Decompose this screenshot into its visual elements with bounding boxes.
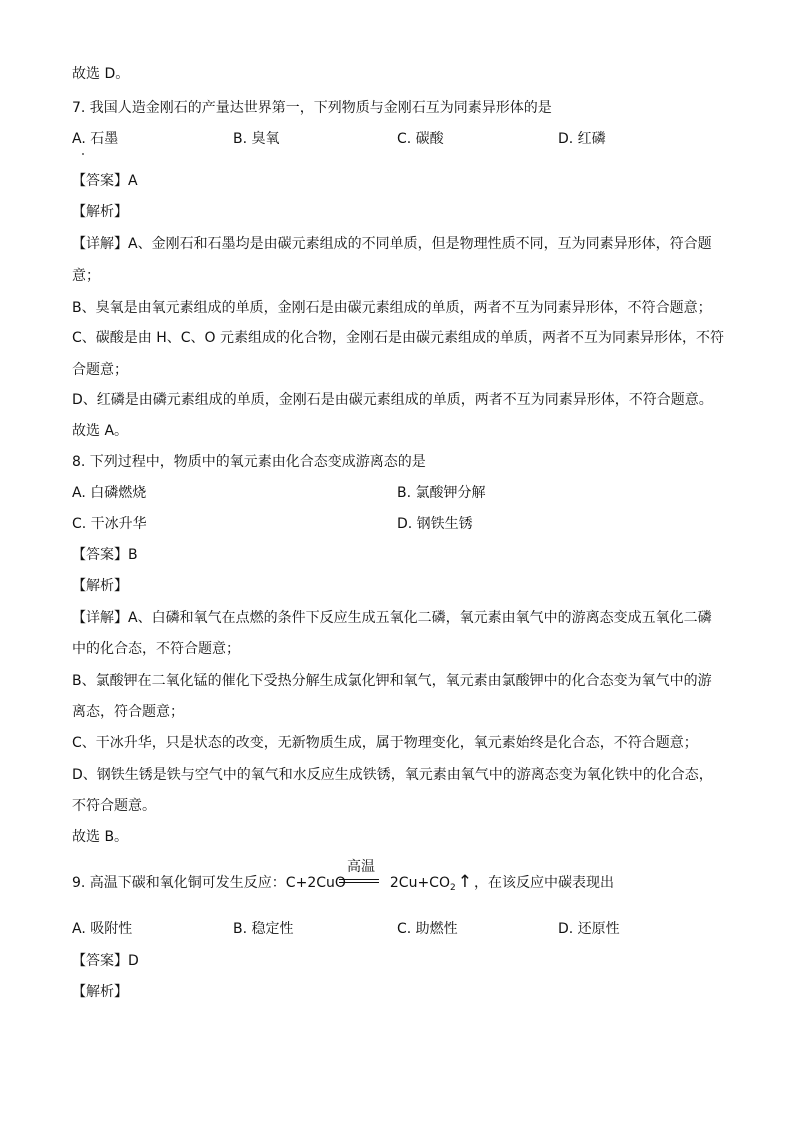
answer-label: 【答案】A bbox=[72, 173, 138, 189]
detail-text: 【详解】A、金刚石和石墨均是由碳元素组成的不同单质，但是物理性质不同，互为同素异形体，符合题 bbox=[72, 236, 712, 252]
q7-option-b: B. 臭氧 bbox=[233, 131, 280, 147]
q7-option-a: A. 石墨 bbox=[72, 131, 119, 147]
stray-dot bbox=[82, 153, 84, 155]
detail-text: B、氯酸钾在二氧化锰的催化下受热分解生成氯化钾和氧气，氧元素由氯酸钾中的化合态变为氧气中的游 bbox=[72, 673, 712, 689]
detail-text: B、臭氧是由氧元素组成的单质，金刚石是由碳元素组成的单质，两者不互为同素异形体，不符合题意； bbox=[72, 300, 712, 316]
detail-text: 中的化合态，不符合题意； bbox=[72, 641, 240, 657]
q9-suffix: ，在该反应中碳表现出 bbox=[473, 875, 614, 891]
equals-bar-top bbox=[339, 879, 379, 880]
detail-text: 离态，符合题意； bbox=[72, 704, 184, 720]
q9-prefix: 9. 高温下碳和氧化铜可发生反应：C+2CuO bbox=[72, 875, 346, 891]
q9-option-d: D. 还原性 bbox=[558, 921, 620, 937]
q7-option-c: C. 碳酸 bbox=[397, 131, 444, 147]
q7-option-d: D. 红磷 bbox=[558, 131, 606, 147]
analysis-label: 【解析】 bbox=[72, 984, 128, 1000]
analysis-label: 【解析】 bbox=[72, 204, 128, 220]
question-8: 8. 下列过程中，物质中的氧元素由化合态变成游离态的是 bbox=[72, 454, 426, 470]
detail-text: 意； bbox=[72, 268, 100, 284]
q9-subscript: 2 bbox=[449, 883, 456, 893]
answer-label: 【答案】D bbox=[72, 953, 139, 969]
gas-arrow: ↑ bbox=[457, 872, 472, 892]
detail-text: 不符合题意。 bbox=[72, 798, 156, 814]
question-9 bbox=[72, 872, 614, 898]
question-7: 7. 我国人造金刚石的产量达世界第一，下列物质与金刚石互为同素异形体的是 bbox=[72, 100, 552, 116]
text-line: 故选 A。 bbox=[72, 423, 129, 439]
detail-text: C、碳酸是由 H、C、O 元素组成的化合物，金刚石是由碳元素组成的单质，两者不互为同素异形体，不符 bbox=[72, 330, 724, 346]
text-line: 故选 B。 bbox=[72, 829, 129, 845]
detail-text: D、红磷是由磷元素组成的单质，金刚石是由碳元素组成的单质，两者不互为同素异形体，不符合题意。 bbox=[72, 392, 713, 408]
detail-text: C、干冰升华，只是状态的改变，无新物质生成，属于物理变化，氧元素始终是化合态，不符合题意； bbox=[72, 735, 698, 751]
text-line: 故选 D。 bbox=[72, 66, 130, 82]
detail-text: 合题意； bbox=[72, 362, 128, 378]
answer-label: 【答案】B bbox=[72, 547, 138, 563]
q8-option-b: B. 氯酸钾分解 bbox=[397, 485, 486, 501]
reaction-condition: 高温 bbox=[347, 859, 375, 875]
q9-option-c: C. 助燃性 bbox=[397, 921, 458, 937]
q8-option-c: C. 干冰升华 bbox=[72, 516, 147, 532]
detail-text: 【详解】A、白磷和氧气在点燃的条件下反应生成五氧化二磷，氧元素由氧气中的游离态变成五氧化二磷 bbox=[72, 610, 712, 626]
q8-option-d: D. 钢铁生锈 bbox=[397, 516, 473, 532]
q8-option-a: A. 白磷燃烧 bbox=[72, 485, 147, 501]
q9-option-b: B. 稳定性 bbox=[233, 921, 294, 937]
detail-text: D、钢铁生锈是铁与空气中的氧气和水反应生成铁锈，氧元素由氧气中的游离态变为氧化铁中的化合态， bbox=[72, 767, 713, 783]
q9-products: 2Cu+CO bbox=[389, 875, 450, 891]
q9-option-a: A. 吸附性 bbox=[72, 921, 133, 937]
equals-bar-bottom bbox=[339, 882, 379, 883]
analysis-label: 【解析】 bbox=[72, 578, 128, 594]
